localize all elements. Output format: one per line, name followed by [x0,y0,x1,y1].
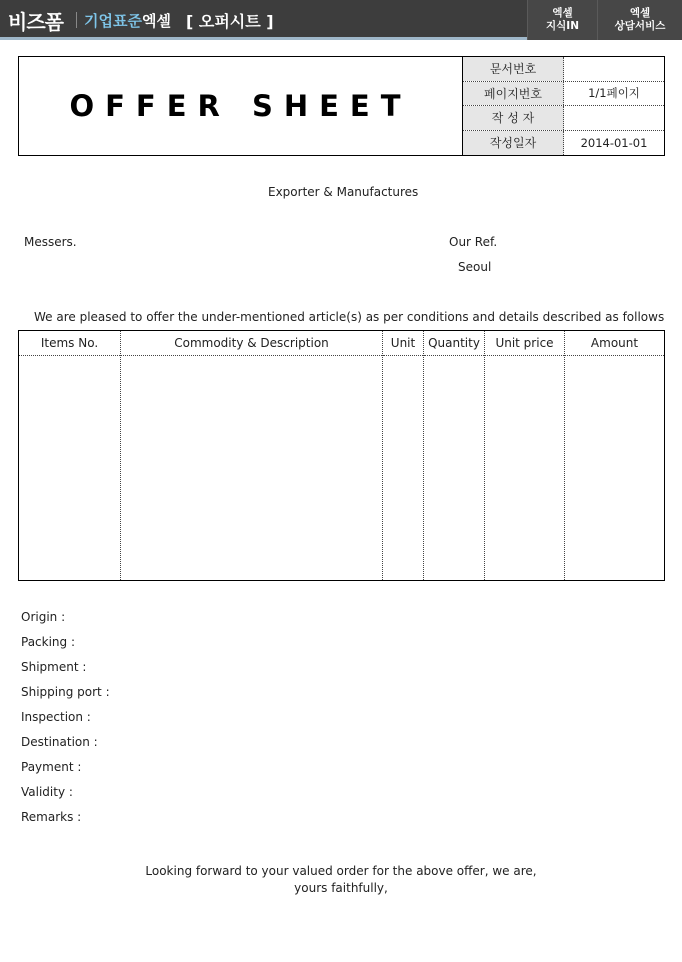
meta-label: 문서번호 [463,57,564,81]
excel-knowledge-line2: 지식IN [546,20,579,32]
exporter-label: Exporter & Manufactures [268,185,419,199]
term-inspection: Inspection : [21,710,91,724]
excel-consult-line1: 엑셀 [629,7,651,19]
our-ref-label: Our Ref. [449,235,498,249]
document-type-title: [ 오퍼시트 ] [186,12,274,31]
excel-knowledge-button[interactable] [527,0,597,40]
top-bar [0,0,682,40]
brand-part2: 엑셀 [141,12,171,30]
term-shipping-port: Shipping port : [21,685,110,699]
table-header-cell: Amount [565,331,664,356]
excel-knowledge-line1: 엑셀 [552,7,573,19]
table-header-cell: Unit price [485,331,564,356]
closing-line-2: yours faithfully, [294,881,388,895]
meta-row-doc-number [463,57,664,82]
meta-row-date [463,131,664,156]
column-amount[interactable] [564,331,664,580]
column-quantity[interactable] [423,331,484,580]
table-header-cell: Commodity & Description [121,331,382,356]
items-table [18,330,665,581]
page-title: OFFER SHEET [69,89,412,123]
meta-label: 페이지번호 [463,82,564,106]
term-destination: Destination : [21,735,98,749]
excel-consult-button[interactable] [597,0,682,40]
column-unit-price[interactable] [484,331,564,580]
document-header [18,56,665,156]
brand-name [84,10,171,31]
term-origin: Origin : [21,610,66,624]
term-payment: Payment : [21,760,82,774]
column-unit[interactable] [382,331,423,580]
logo-divider [76,12,77,28]
meta-row-page-number [463,82,664,107]
term-validity: Validity : [21,785,73,799]
date-field[interactable]: 2014-01-01 [580,135,648,150]
brand-part1: 기업표준 [84,12,142,30]
term-packing: Packing : [21,635,76,649]
city-label: Seoul [458,260,492,274]
table-header-cell: Quantity [424,331,484,356]
meta-label: 작성일자 [463,131,564,156]
doc-number-field[interactable] [564,57,664,81]
term-remarks: Remarks : [21,810,82,824]
excel-consult-line2: 상담서비스 [614,20,666,32]
messers-label: Messers. [24,235,77,249]
page-number-field[interactable]: 1/1페이지 [588,86,640,101]
author-field[interactable] [564,106,664,130]
column-commodity[interactable] [120,331,382,580]
bizforms-logo[interactable]: 비즈폼 [8,10,63,34]
column-items-no[interactable] [19,331,120,580]
offer-intro-text: We are pleased to offer the under-mentioned article(s) as per conditions and details described as follows [34,310,665,324]
table-header-cell: Unit [383,331,423,356]
closing-line-1: Looking forward to your valued order for the above offer, we are, [145,864,537,878]
document-meta-table [462,57,664,155]
meta-label: 작 성 자 [463,106,564,130]
term-shipment: Shipment : [21,660,87,674]
table-header-cell: Items No. [19,331,120,356]
meta-row-author [463,106,664,131]
